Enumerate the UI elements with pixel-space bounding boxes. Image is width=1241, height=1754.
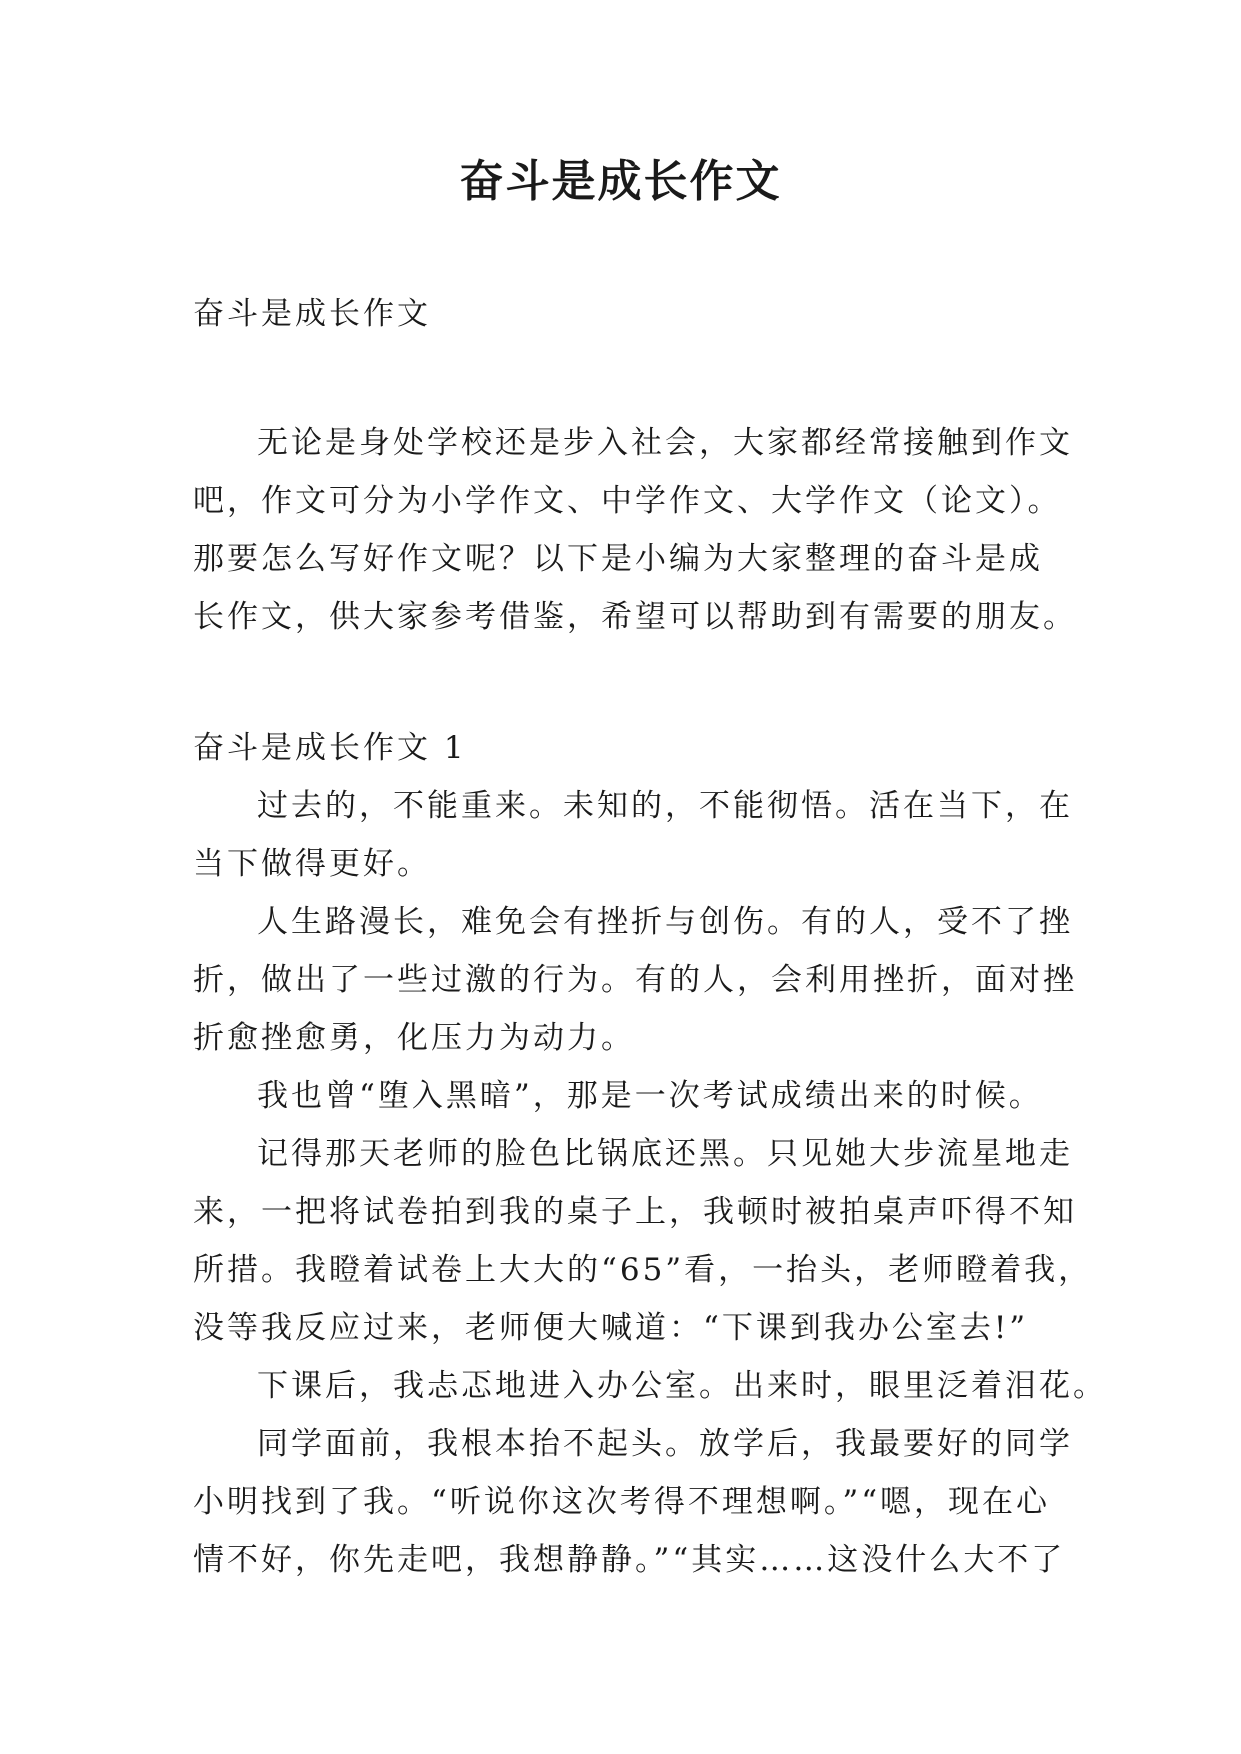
subtitle: 奋斗是成长作文 [193,296,431,332]
document-body [193,285,1107,1589]
body-line: 当下做得更好。 [193,846,431,882]
intro-line: 无论是身处学校还是步入社会，大家都经常接触到作文 [257,425,1073,461]
intro-line: 那要怎么写好作文呢？以下是小编为大家整理的奋斗是成 [193,541,1043,577]
body-line: 情不好，你先走吧，我想静静。”“其实……这没什么大不了 [193,1542,1066,1578]
document-title: 奋斗是成长作文 [459,156,782,207]
spacer [193,343,1063,414]
body-line: 来，一把将试卷拍到我的桌子上，我顿时被拍桌声吓得不知 [193,1194,1077,1230]
body-line: 所措。我瞪着试卷上大大的“65”看，一抬头，老师瞪着我， [193,1252,1093,1288]
essay-body [193,777,1107,1589]
intro-line: 吧，作文可分为小学作文、中学作文、大学作文（论文）。 [193,483,1062,519]
spacer [193,646,1063,719]
body-line: 我也曾“堕入黑暗”，那是一次考试成绩出来的时候。 [257,1078,1043,1114]
body-line: 折，做出了一些过激的行为。有的人，会利用挫折，面对挫 [193,962,1077,998]
intro-paragraph [193,414,1077,646]
body-line: 没等我反应过来，老师便大喊道：“下课到我办公室去!” [193,1310,1029,1346]
body-line: 同学面前，我根本抬不起头。放学后，我最要好的同学 [257,1426,1073,1462]
section-heading: 奋斗是成长作文 1 [193,730,467,766]
body-line: 记得那天老师的脸色比锅底还黑。只见她大步流星地走 [257,1136,1073,1172]
body-line: 过去的，不能重来。未知的，不能彻悟。活在当下，在 [257,788,1073,824]
body-line: 下课后，我忐忑地进入办公室。出来时，眼里泛着泪花。 [257,1368,1107,1404]
body-line: 小明找到了我。“听说你这次考得不理想啊。”“嗯，现在心 [193,1484,1051,1520]
body-line: 人生路漫长，难免会有挫折与创伤。有的人，受不了挫 [257,904,1073,940]
body-line: 折愈挫愈勇，化压力为动力。 [193,1020,635,1056]
intro-line: 长作文，供大家参考借鉴，希望可以帮助到有需要的朋友。 [193,599,1077,635]
